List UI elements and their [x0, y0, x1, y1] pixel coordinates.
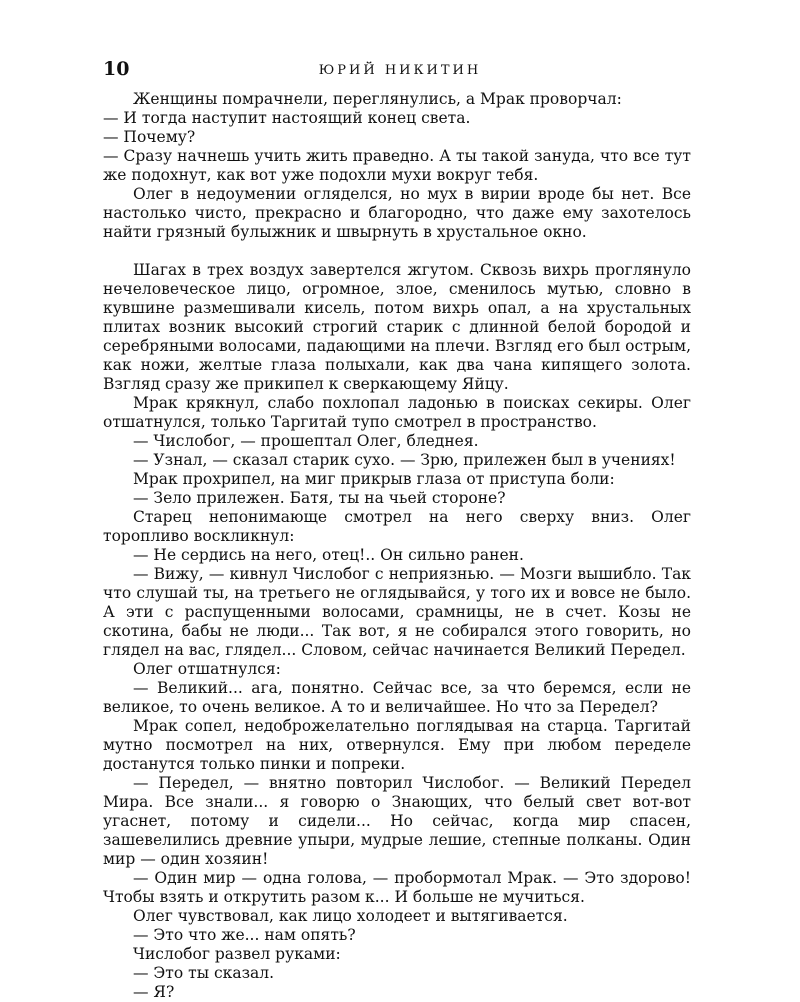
paragraph: — Я?: [133, 983, 175, 1001]
paragraph: — Это ты сказал.: [133, 964, 275, 982]
paragraph: Мрак крякнул, слабо похлопал ладонью в поисках секиры. Олег отшатнулся, только Таргитай тупо смотрел в пространство.: [103, 394, 691, 431]
paragraph: — Передел, — внятно повторил Числобог. — Великий Передел Мира. Все знали... я говорю о Знающих, что белый свет вот-вот угаснет, потому и сидели... Но сейчас, когда мир спасен, зашевелились древние упыри, мудрые лешие, степные полканы. Один мир — один хозяин!: [103, 774, 691, 868]
paragraph: — Почему?: [103, 128, 196, 146]
paragraph: — Узнал, — сказал старик сухо. — Зрю, прилежен был в учениях!: [133, 451, 676, 469]
paragraph: Шагах в трех воздух завертелся жгутом. Сквозь вихрь проглянуло нечеловеческое лицо, огромное, злое, сменилось мутью, словно в кувшине размешивали кисель, потом вихрь опал, а на хрустальных плитах возник высокий строгий старик с длинной белой бородой и серебряными волосами, падающими на плечи. Взгляд его был острым, как ножи, желтые глаза полыхали, как два чана кипящего золота. Взгляд сразу же прикипел к сверкающему Яйцу.: [103, 261, 691, 393]
paragraph: — Числобог, — прошептал Олег, бледнея.: [133, 432, 479, 450]
paragraph: — Один мир — одна голова, — пробормотал Мрак. — Это здорово! Чтобы взять и открутить разом к... И больше не мучиться.: [103, 869, 691, 906]
paragraph: Женщины помрачнели, переглянулись, а Мрак проворчал:: [133, 90, 622, 108]
paragraph: — Сразу начнешь учить жить праведно. А ты такой зануда, что все тут же подохнут, как вот уже подохли мухи вокруг тебя.: [103, 147, 691, 184]
paragraph: Числобог развел руками:: [133, 945, 341, 963]
page-body-text: [103, 90, 691, 1002]
paragraph: Мрак сопел, недоброжелательно поглядывая на старца. Таргитай мутно посмотрел на них, отвернулся. Ему при любом переделе достанутся только пинки и попреки.: [103, 717, 691, 773]
section-break: [103, 242, 691, 261]
paragraph: — Не сердись на него, отец!.. Он сильно ранен.: [133, 546, 524, 564]
paragraph: Олег чувствовал, как лицо холодеет и вытягивается.: [133, 907, 568, 925]
running-head: ЮРИЙ НИКИТИН: [318, 63, 482, 78]
paragraph: — Зело прилежен. Батя, ты на чьей стороне?: [133, 489, 506, 507]
paragraph: — Вижу, — кивнул Числобог с неприязнью. — Мозги вышибло. Так что слушай ты, на третьего не оглядывайся, у того их и вовсе не было. А эти с распущенными волосами, срамницы, не в счет. Козы не скотина, бабы не люди... Так вот, я не собирался этого говорить, но глядел на вас, глядел... Словом, сейчас начинается Великий Передел.: [103, 565, 691, 659]
paragraph: — И тогда наступит настоящий конец света.: [103, 109, 471, 127]
paragraph: Олег в недоумении огляделся, но мух в вирии вроде бы нет. Все настолько чисто, прекрасно и благородно, что даже ему захотелось найти грязный булыжник и швырнуть в хрустальное окно.: [103, 185, 691, 241]
paragraph: Старец непонимающе смотрел на него сверху вниз. Олег торопливо воскликнул:: [103, 508, 691, 545]
paragraph: — Великий... ага, понятно. Сейчас все, за что беремся, если не великое, то очень великое. А то и величайшее. Но что за Передел?: [103, 679, 691, 716]
page-number: 10: [103, 58, 130, 80]
paragraph: Олег отшатнулся:: [133, 660, 281, 678]
paragraph: Мрак прохрипел, на миг прикрыв глаза от приступа боли:: [133, 470, 615, 488]
paragraph: — Это что же... нам опять?: [133, 926, 356, 944]
